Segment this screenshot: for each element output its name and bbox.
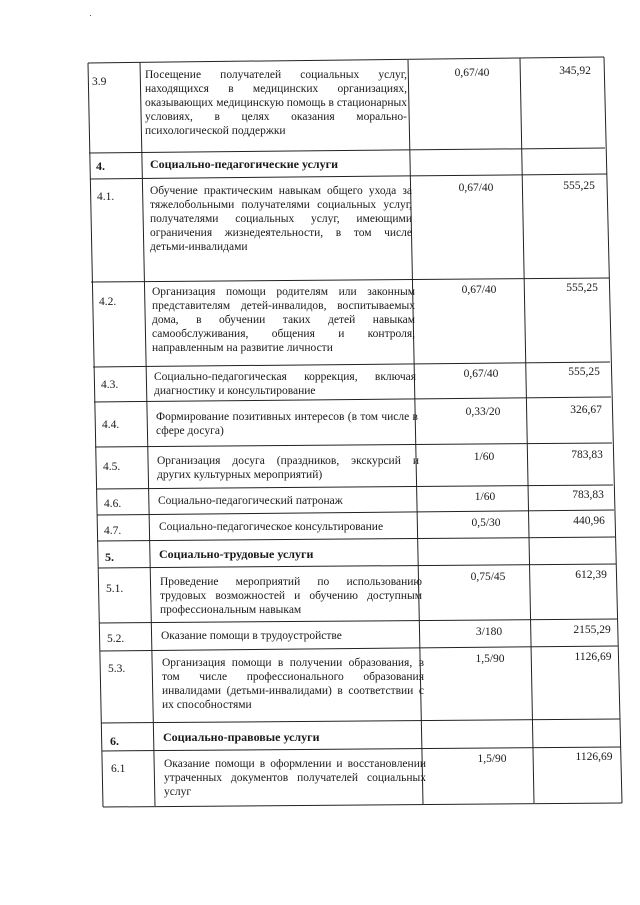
norm-value: 0,67/40 (458, 182, 494, 194)
price-value: 440,96 (573, 515, 605, 527)
norm-value: 1,5/90 (475, 653, 505, 665)
price-value: 1126,69 (574, 651, 612, 663)
service-name: Организация помощи родителям или законным представителям детей-инвалидов, воспитываемых дома, в обучении таких детей навыкам самообслуживания, общения и контроля, направленным на развитие личности (152, 286, 415, 354)
price-value: 326,67 (570, 404, 602, 416)
price-value: 345,92 (559, 65, 591, 77)
service-name: Организация помощи в получении образования, в том числе профессионального образования инвалидами (детьми-инвалидами) в соответствии с их способностями (162, 657, 424, 711)
row-number: 4.6. (104, 498, 122, 510)
row-number: 4.1. (97, 191, 115, 203)
norm-value: 1,5/90 (477, 753, 507, 765)
norm-value: 0,67/40 (463, 368, 499, 380)
norm-value: 0,67/40 (461, 284, 497, 296)
price-value: 1126,69 (575, 751, 613, 763)
norm-value: 3/180 (475, 626, 503, 638)
service-name: Социально-педагогическое консультирование (159, 521, 384, 533)
price-value: 2155,29 (573, 624, 611, 636)
norm-value: 0,75/45 (470, 571, 506, 583)
section-number: 4. (96, 159, 105, 173)
service-name: Проведение мероприятий по использованию трудовых возможностей и обучению доступным профессиональным навыкам (160, 576, 422, 616)
section-number: 5. (105, 550, 114, 564)
row-number: 5.3. (108, 663, 126, 675)
service-name: Социально-педагогический патронаж (158, 495, 343, 507)
section-number: 6. (110, 734, 119, 748)
section-title: Социально-правовые услуги (163, 730, 320, 744)
norm-value: 0,33/20 (465, 406, 501, 418)
row-number: 4.3. (101, 379, 119, 391)
row-number: 4.7. (104, 525, 122, 537)
section-title: Социально-трудовые услуги (159, 547, 314, 561)
norm-value: 1/60 (474, 491, 496, 503)
norm-value: 1/60 (473, 451, 495, 463)
price-value: 783,83 (572, 489, 604, 501)
row-number: 6.1 (111, 763, 126, 775)
row-number: 3.9 (92, 76, 107, 88)
row-number: 5.1. (106, 583, 124, 595)
section-title: Социально-педагогические услуги (150, 157, 339, 171)
service-name: Оказание помощи в трудоустройстве (161, 630, 342, 642)
price-value: 555,25 (568, 366, 600, 378)
norm-value: 0,67/40 (454, 67, 490, 79)
row-number: 5.2. (107, 633, 125, 645)
price-value: 555,25 (563, 180, 595, 192)
service-name: Оказание помощи в оформлении и восстановлении утраченных документов получателей социальных услуг (164, 758, 426, 798)
row-number: 4.2. (99, 296, 117, 308)
service-name: Социально-педагогическая коррекция, включая диагностику и консультирование (154, 371, 416, 397)
service-name: Формирование позитивных интересов (в том числе в сфере досуга) (156, 411, 418, 437)
service-name: Обучение практическим навыкам общего ухода за тяжелобольными получателями социальных услуг, получателями социальных услуг, имеющими ограничения жизнедеятельности, в том числе детьми-инвалидами (150, 185, 412, 253)
price-value: 783,83 (571, 449, 603, 461)
row-number: 4.4. (102, 419, 120, 431)
price-value: 612,39 (575, 569, 607, 581)
row-number: 4.5. (103, 461, 121, 473)
price-value: 555,25 (566, 282, 598, 294)
service-name: Посещение получателей социальных услуг, находящихся в медицинских организациях, оказывающих медицинскую помощь в стационарных условиях, в целях оказания морально-психологической поддержки (145, 69, 407, 137)
service-name: Организация досуга (праздников, экскурсий и других культурных мероприятий) (157, 455, 419, 481)
norm-value: 0,5/30 (471, 517, 501, 529)
